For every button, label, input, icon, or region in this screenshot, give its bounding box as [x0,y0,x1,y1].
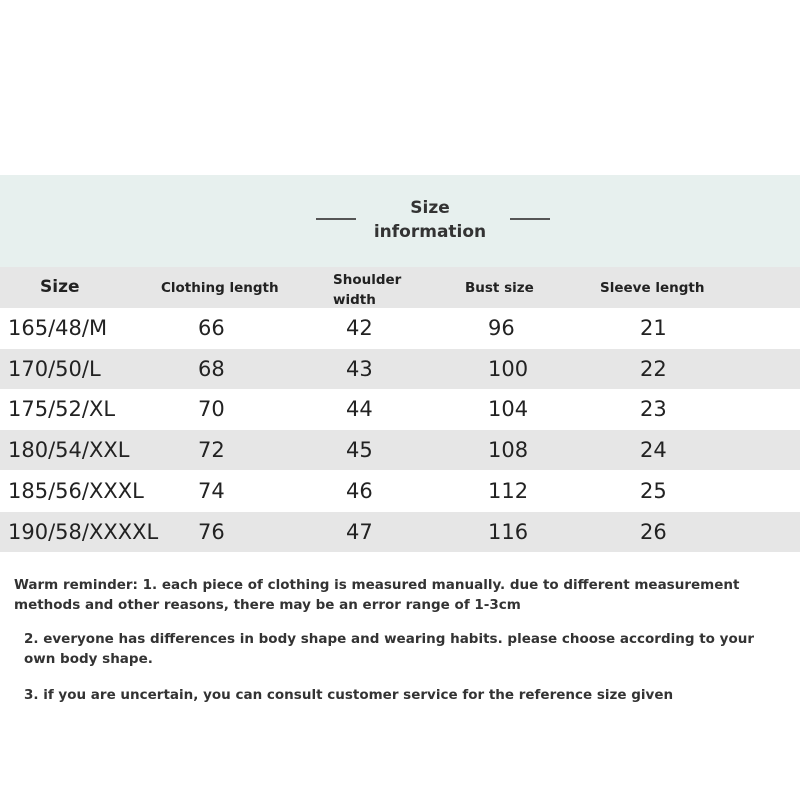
reminder-note-1: Warm reminder: 1. each piece of clothing is measured manually. due to different measurement methods and other reasons, there may be an error range of 1-3cm [14,577,740,613]
cell-bust-size: 100 [488,357,529,381]
table-row [0,389,800,429]
cell-bust-size: 104 [488,397,529,421]
header-size: Size [40,277,80,297]
reminder-note-3: 3. if you are uncertain, you can consult customer service for the reference size given [24,687,674,703]
cell-clothing-length: 70 [198,397,225,421]
cell-shoulder-width: 47 [346,520,373,544]
header-shoulder-width: Shoulder width [333,272,402,308]
cell-sleeve-length: 25 [640,479,667,503]
table-row [0,430,800,470]
cell-clothing-length: 74 [198,479,225,503]
cell-shoulder-width: 43 [346,357,373,381]
cell-bust-size: 116 [488,520,529,544]
reminder-note-2: 2. everyone has differences in body shape and wearing habits. please choose according to your own body shape. [24,631,755,667]
cell-shoulder-width: 44 [346,397,373,421]
cell-size: 180/54/XXL [8,438,130,462]
page-title: Size information [373,198,487,242]
cell-clothing-length: 66 [198,316,225,340]
cell-bust-size: 96 [488,316,515,340]
cell-size: 190/58/XXXXL [8,520,159,544]
cell-clothing-length: 72 [198,438,225,462]
cell-clothing-length: 76 [198,520,225,544]
cell-size: 185/56/XXXL [8,479,144,503]
table-row [0,471,800,511]
table-row [0,308,800,348]
header-sleeve-length: Sleeve length [600,280,705,296]
cell-shoulder-width: 42 [346,316,373,340]
cell-sleeve-length: 26 [640,520,667,544]
cell-sleeve-length: 23 [640,397,667,421]
cell-sleeve-length: 24 [640,438,667,462]
table-row [0,512,800,552]
cell-bust-size: 108 [488,438,529,462]
cell-shoulder-width: 46 [346,479,373,503]
cell-sleeve-length: 22 [640,357,667,381]
title-divider-right [510,218,550,220]
table-row [0,349,800,389]
cell-shoulder-width: 45 [346,438,373,462]
header-bust-size: Bust size [465,280,534,296]
cell-size: 165/48/M [8,316,108,340]
cell-size: 175/52/XL [8,397,116,421]
title-divider-left [316,218,356,220]
cell-clothing-length: 68 [198,357,225,381]
cell-sleeve-length: 21 [640,316,667,340]
cell-bust-size: 112 [488,479,529,503]
cell-size: 170/50/L [8,357,101,381]
header-clothing-length: Clothing length [161,280,279,296]
